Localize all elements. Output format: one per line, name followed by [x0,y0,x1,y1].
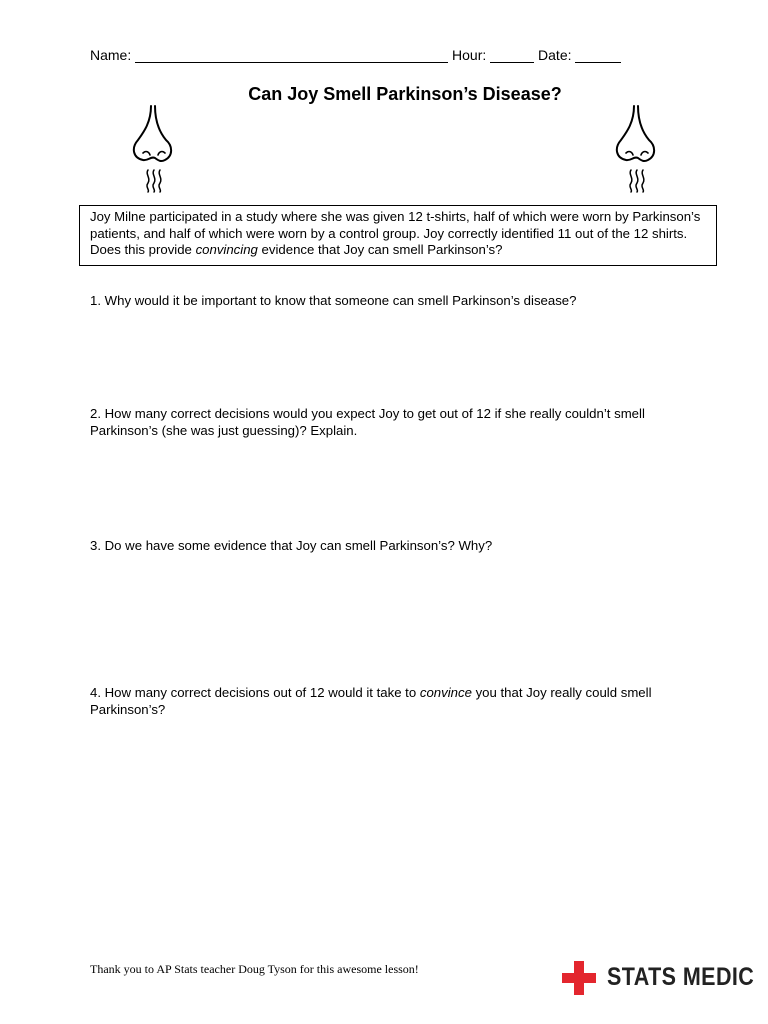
scenario-box [79,205,717,266]
brand-name: STATS MEDIC [607,963,755,991]
hour-field[interactable] [490,48,534,63]
question-3: 3. Do we have some evidence that Joy can smell Parkinson’s? Why? [90,538,493,553]
nose-smelling-icon [586,98,686,198]
scenario-emphasis: convincing [195,242,258,257]
worksheet-title: Can Joy Smell Parkinson’s Disease? [248,84,562,104]
question-1: 1. Why would it be important to know that someone can smell Parkinson’s disease? [90,293,577,308]
name-field[interactable] [135,48,448,63]
student-info-line [90,47,621,63]
scenario-text-end: evidence that Joy can smell Parkinson’s? [257,242,503,257]
scenario-text: Joy Milne participated in a study where she was given 12 t-shirts, half of which were worn by Parkinson’s patients, and half of which were worn by a control group. Joy correctly identified 11 out of the 12 shirts. Does this provide [90,209,701,257]
question-4-emphasis: convince [419,685,472,700]
date-label: Date: [538,47,572,63]
red-cross-icon [561,960,597,996]
hour-label: Hour: [452,47,487,63]
question-4-text: 4. How many correct decisions out of 12 would it take to [90,685,420,700]
question-2: 2. How many correct decisions would you expect Joy to get out of 12 if she really couldn’t smell Parkinson’s (she was just guessing)? Explain. [90,406,645,438]
question-4 [90,684,710,718]
date-field[interactable] [575,48,621,63]
nose-smelling-icon [103,98,203,198]
question-4-text-end: you that Joy really could smell Parkinson’s? [90,685,652,717]
credit-note: Thank you to AP Stats teacher Doug Tyson for this awesome lesson! [90,962,419,976]
name-label: Name: [90,47,132,63]
